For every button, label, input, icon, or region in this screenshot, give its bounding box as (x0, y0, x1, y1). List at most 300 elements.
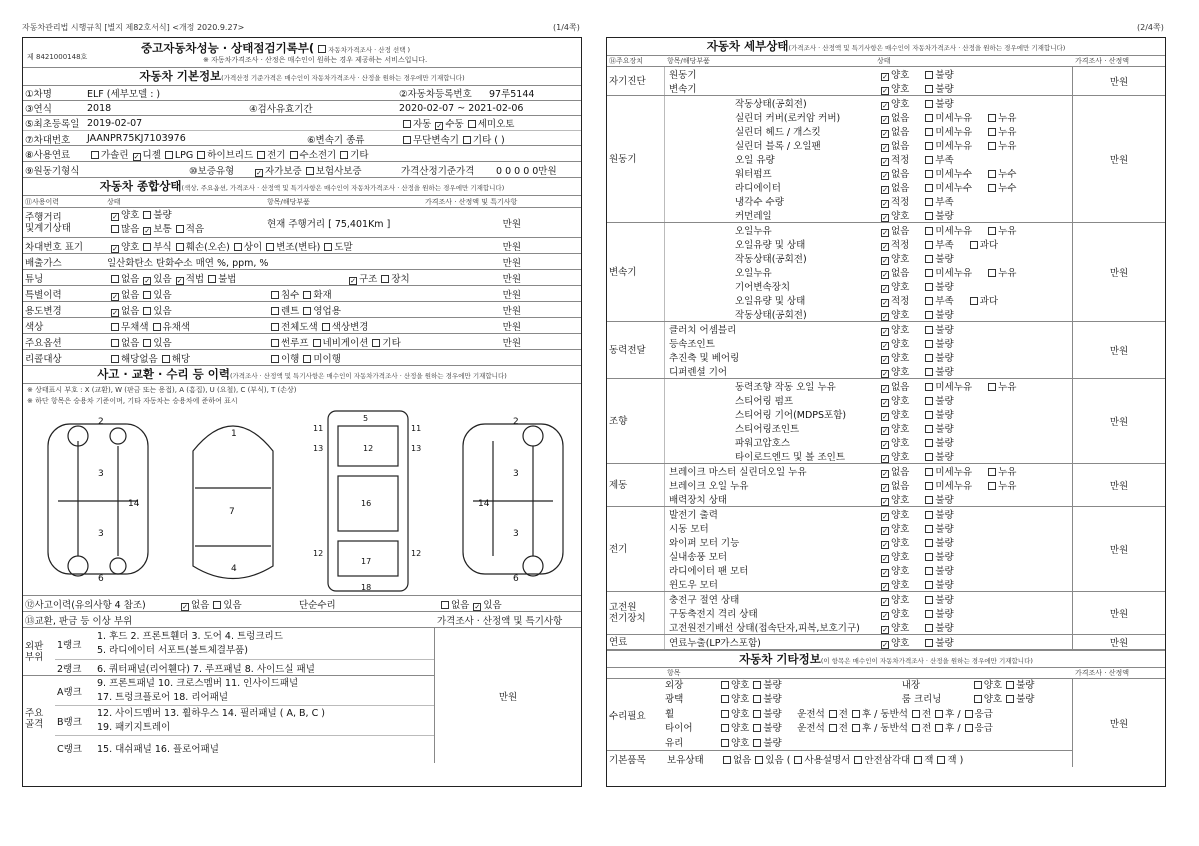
detail-item-label: 오일누유 (735, 268, 772, 279)
car-left-side (48, 417, 148, 584)
checkbox[interactable] (881, 257, 889, 265)
checkbox[interactable] (881, 441, 889, 449)
detail-row (665, 110, 1072, 124)
checkbox[interactable] (925, 567, 933, 575)
basic-row-2: ③연식 2018 ④검사유효기간 2020-02-07 ~ 2021-02-06 (23, 101, 581, 116)
detail-row (665, 549, 1072, 563)
checkbox[interactable] (881, 470, 889, 478)
detail-state (875, 435, 968, 449)
detail-row (665, 606, 1072, 620)
detail-row (665, 364, 1072, 378)
page-title: 중고자동차성능 · 상태점검기록부( 자동차가격조사 · 산정 선택 ) (141, 41, 411, 55)
detail-item-label: 파워고압호스 (735, 438, 791, 449)
svg-text:7: 7 (229, 507, 235, 517)
overall-row-recall: 리콜대상 해당없음 해당 이행 미이행 (23, 350, 581, 366)
car-top-view (193, 426, 273, 579)
detail-row (665, 464, 1072, 478)
detail-row (665, 96, 1072, 110)
detail-row (665, 435, 1072, 449)
detail-state (875, 521, 968, 535)
checkbox[interactable] (925, 439, 933, 447)
state-label: 없음 (891, 382, 910, 393)
svg-text:12: 12 (313, 549, 324, 558)
detail-row (665, 393, 1072, 407)
detail-state (875, 563, 968, 577)
detail-state (875, 166, 1030, 180)
checkbox[interactable] (970, 297, 978, 305)
detail-state (875, 478, 1030, 492)
svg-text:12: 12 (411, 549, 422, 558)
checkbox[interactable] (925, 100, 933, 108)
checkbox[interactable] (881, 271, 889, 279)
checkbox[interactable] (925, 241, 933, 249)
detail-row (665, 67, 1072, 81)
checkbox[interactable] (881, 583, 889, 591)
state-label: 양호 (891, 510, 910, 521)
state-label: 적정 (891, 240, 910, 251)
detail-item-label: 발전기 출력 (669, 510, 718, 521)
checkbox[interactable] (925, 496, 933, 504)
checkbox[interactable] (925, 482, 933, 490)
svg-text:14: 14 (128, 499, 140, 509)
section-basic-title: 자동차 기본정보(가격산정 기준가격은 매수인이 자동차가격조사 · 산정을 원하는 경우에만 기재합니다) (23, 68, 581, 86)
group-name: 전기 (607, 507, 665, 591)
state-label: 누유 (998, 141, 1017, 152)
checkbox[interactable] (881, 370, 889, 378)
detail-state (875, 449, 968, 463)
state-label: 양호 (891, 495, 910, 506)
basic-row-engine: ⑨원동기형식 ⑩보증유형 ✓ 자가보증 보험사보증 가격산정기준가격 0 0 0 0 0만원 (23, 162, 581, 178)
state-label: 누유 (998, 113, 1017, 124)
detail-state (875, 620, 968, 634)
checkbox[interactable] (988, 383, 996, 391)
detail-row (665, 492, 1072, 506)
state-label: 누유 (998, 226, 1017, 237)
detail-state (875, 152, 968, 166)
checkbox[interactable] (881, 612, 889, 620)
state-label: 양호 (891, 623, 910, 634)
checkbox[interactable] (881, 116, 889, 124)
detail-row (665, 152, 1072, 166)
checkbox[interactable] (881, 484, 889, 492)
detail-state (875, 407, 968, 421)
checkbox[interactable] (925, 368, 933, 376)
detail-row (665, 577, 1072, 591)
detail-row (665, 407, 1072, 421)
detail-item-label: 실린더 커버(로커암 커버) (735, 113, 841, 124)
state-label: 누유 (998, 481, 1017, 492)
checkbox[interactable] (881, 214, 889, 222)
overall-row-vin: 차대번호 표기 ✓ 양호 부식 훼손(오손) 상이 변조(변타) 도말 만원 (23, 238, 581, 254)
detail-item-label: 오일유량 및 상태 (735, 240, 806, 251)
detail-row (665, 279, 1072, 293)
state-label: 부족 (935, 197, 954, 208)
detail-group (607, 67, 1165, 96)
checkbox[interactable] (881, 385, 889, 393)
section-overall-title: 자동차 종합상태(색상, 주요옵션, 가격조사 · 산정액 및 특기사항은 매수인이 자동차가격조사 · 산정을 원하는 경우에만 기재합니다) (23, 178, 581, 196)
checkbox[interactable] (925, 596, 933, 604)
checkbox[interactable] (925, 85, 933, 93)
state-label: 양호 (891, 84, 910, 95)
detail-state (875, 606, 968, 620)
state-label: 양호 (891, 595, 910, 606)
checkbox[interactable] (925, 610, 933, 618)
checkbox[interactable] (881, 313, 889, 321)
state-label: 불량 (935, 211, 954, 222)
state-label: 미세누유 (935, 113, 973, 124)
checkbox[interactable] (881, 186, 889, 194)
state-label: 양호 (891, 552, 910, 563)
detail-row (665, 379, 1072, 393)
state-label: 불량 (935, 396, 954, 407)
checkbox[interactable] (881, 413, 889, 421)
detail-state (875, 124, 1030, 138)
detail-row (665, 322, 1072, 336)
state-label: 불량 (935, 638, 954, 649)
checkbox[interactable] (881, 158, 889, 166)
group-name: 변속기 (607, 223, 665, 321)
checkbox[interactable] (988, 482, 996, 490)
checkbox[interactable] (925, 425, 933, 433)
checkbox[interactable] (988, 184, 996, 192)
svg-text:2: 2 (513, 417, 519, 427)
state-label: 양호 (891, 99, 910, 110)
detail-item-label: 브레이크 마스터 실린더오일 누유 (669, 467, 807, 478)
checkbox[interactable] (925, 114, 933, 122)
detail-state (875, 379, 1030, 393)
state-label: 없음 (891, 169, 910, 180)
state-label: 불량 (935, 438, 954, 449)
detail-row (665, 180, 1072, 194)
checkbox[interactable] (881, 299, 889, 307)
checkbox[interactable] (881, 598, 889, 606)
state-label: 부족 (935, 155, 954, 166)
detail-state (875, 507, 968, 521)
checkbox[interactable] (881, 285, 889, 293)
legend-text-2: ※ 하단 항목은 승용차 기준이며, 기타 자동차는 승용차에 준하여 표시 (27, 397, 238, 405)
state-label: 적정 (891, 197, 910, 208)
checkbox[interactable] (881, 626, 889, 634)
detail-state (875, 251, 968, 265)
detail-item-label: 실린더 블록 / 오일팬 (735, 141, 821, 152)
state-label: 양호 (891, 424, 910, 435)
checkbox[interactable] (881, 427, 889, 435)
group-price: 만원 (1109, 155, 1129, 166)
detail-item-label: 실내송풍 모터 (669, 552, 728, 563)
detail-group (607, 592, 1165, 635)
checkbox[interactable] (881, 513, 889, 521)
checkbox[interactable] (925, 581, 933, 589)
state-label: 불량 (935, 353, 954, 364)
detail-item-label: 라디에이터 (735, 183, 781, 194)
basic-row-fuel: ⑧사용연료 가솔린✓ 디젤 LPG 하이브리드 전기 수소전기 기타 (23, 146, 581, 162)
detail-state (875, 110, 1030, 124)
checkbox[interactable] (925, 354, 933, 362)
state-label: 누수 (998, 169, 1017, 180)
overall-row-color: 색상 무채색 유채색 전체도색 색상변경 만원 (23, 318, 581, 334)
checkbox[interactable] (881, 130, 889, 138)
detail-item-label: 충전구 절연 상태 (669, 595, 740, 606)
state-label: 부족 (935, 296, 954, 307)
checkbox[interactable] (881, 102, 889, 110)
detail-state (875, 293, 1012, 307)
checkbox[interactable] (881, 498, 889, 506)
exchange-header-row: ⑬교환, 판금 등 이상 부위 가격조사 · 산정액 및 특기사항 (23, 612, 581, 628)
detail-item-label: 연료누출(LP가스포함) (669, 638, 761, 649)
state-label: 미세누유 (935, 481, 973, 492)
state-label: 없음 (891, 268, 910, 279)
detail-row (665, 138, 1072, 152)
detail-row (665, 208, 1072, 222)
detail-group (607, 96, 1165, 223)
checkbox[interactable] (925, 198, 933, 206)
checkbox[interactable] (881, 73, 889, 81)
group-name: 제동 (607, 464, 665, 506)
checkbox[interactable] (881, 641, 889, 649)
detail-state (875, 535, 968, 549)
svg-text:6: 6 (98, 574, 104, 584)
detail-item-label: 동력조향 작동 오일 누유 (735, 382, 836, 393)
checkbox[interactable] (925, 311, 933, 319)
state-label: 미세누유 (935, 226, 973, 237)
svg-text:3: 3 (98, 469, 104, 479)
detail-row (665, 350, 1072, 364)
checkbox[interactable] (988, 114, 996, 122)
detail-item-label: 작동상태(공회전) (735, 310, 807, 321)
state-label: 불량 (935, 99, 954, 110)
detail-row (665, 449, 1072, 463)
svg-text:16: 16 (361, 499, 372, 508)
checkbox[interactable] (881, 455, 889, 463)
checkbox[interactable] (925, 170, 933, 178)
detail-item-label: 배력장치 상태 (669, 495, 728, 506)
state-label: 불량 (935, 552, 954, 563)
overall-row-special: 특별이력 ✓ 없음 있음 침수 화재 만원 (23, 286, 581, 302)
state-label: 양호 (891, 70, 910, 81)
checkbox[interactable] (925, 553, 933, 561)
checkbox[interactable] (925, 383, 933, 391)
state-label: 양호 (891, 282, 910, 293)
state-label: 양호 (891, 580, 910, 591)
detail-state (875, 194, 968, 208)
state-label: 미세누유 (935, 382, 973, 393)
overall-row-options: 주요옵션 없음 있음 썬루프 네비게이션 기타 만원 (23, 334, 581, 350)
detail-state (875, 138, 1030, 152)
overall-row-tuning: 튜닝 없음✓ 있음✓ 적법 불법 ✓ 구조 장치 만원 (23, 270, 581, 286)
overall-header: ⑪사용이력 상태 항목/해당부품 가격조사 · 산정액 및 특기사항 (23, 196, 581, 208)
state-label: 양호 (891, 524, 910, 535)
svg-text:18: 18 (361, 583, 372, 592)
state-label: 미세누유 (935, 141, 973, 152)
checkbox[interactable] (925, 71, 933, 79)
state-label: 양호 (891, 310, 910, 321)
state-label: 누유 (998, 268, 1017, 279)
detail-item-label: 클러치 어셈블리 (669, 325, 737, 336)
checkbox[interactable] (988, 227, 996, 235)
checkbox[interactable] (925, 255, 933, 263)
detail-item-label: 오일누유 (735, 226, 772, 237)
detail-row (665, 223, 1072, 237)
checkbox[interactable] (881, 342, 889, 350)
checkbox[interactable] (925, 539, 933, 547)
checkbox[interactable] (925, 142, 933, 150)
group-price: 만원 (1109, 638, 1129, 649)
svg-text:3: 3 (513, 469, 519, 479)
detail-item-label: 스티어링 기어(MDPS포함) (735, 410, 847, 421)
checkbox[interactable] (988, 142, 996, 150)
svg-text:14: 14 (478, 499, 490, 509)
detail-row (665, 535, 1072, 549)
checkbox[interactable] (881, 555, 889, 563)
checkbox[interactable] (925, 397, 933, 405)
other-header: 항목 가격조사 · 산정액 (607, 668, 1165, 679)
doc-number: 제 8421000148호 (27, 53, 88, 61)
state-label: 불량 (935, 452, 954, 463)
group-price: 만원 (1109, 346, 1129, 357)
checkbox[interactable] (925, 227, 933, 235)
checkbox[interactable] (925, 453, 933, 461)
detail-state (875, 67, 968, 81)
checkbox[interactable] (925, 269, 933, 277)
checkbox[interactable] (988, 468, 996, 476)
detail-item-label: 스티어링 펌프 (735, 396, 794, 407)
checkbox[interactable] (881, 144, 889, 152)
checkbox[interactable] (925, 326, 933, 334)
detail-item-label: 스티어링조인트 (735, 424, 800, 435)
detail-state (875, 336, 968, 350)
state-label: 불량 (935, 510, 954, 521)
state-label: 누유 (998, 467, 1017, 478)
detail-row (665, 592, 1072, 606)
detail-group (607, 464, 1165, 507)
state-label: 미세누유 (935, 268, 973, 279)
checkbox[interactable] (925, 411, 933, 419)
checkbox[interactable] (925, 639, 933, 647)
checkbox[interactable] (881, 399, 889, 407)
detail-item-label: 구동축전지 격리 상태 (669, 609, 758, 620)
state-label: 양호 (891, 538, 910, 549)
checkbox[interactable] (925, 468, 933, 476)
checkbox[interactable] (925, 184, 933, 192)
checkbox[interactable] (881, 541, 889, 549)
state-label: 없음 (891, 127, 910, 138)
detail-state (875, 223, 1030, 237)
checkbox[interactable] (881, 356, 889, 364)
checkbox[interactable] (925, 340, 933, 348)
svg-text:13: 13 (313, 444, 324, 453)
checkbox[interactable] (881, 569, 889, 577)
checkbox[interactable] (925, 212, 933, 220)
group-name: 동력전달 (607, 322, 665, 378)
checkbox[interactable] (988, 128, 996, 136)
detail-item-label: 커먼레일 (735, 211, 772, 222)
detail-row (665, 620, 1072, 634)
checkbox[interactable] (988, 269, 996, 277)
right-page (606, 37, 1166, 787)
detail-row (665, 166, 1072, 180)
checkbox[interactable] (881, 200, 889, 208)
checkbox[interactable] (881, 87, 889, 95)
state-label: 불량 (935, 339, 954, 350)
state-label: 양호 (891, 353, 910, 364)
detail-row (665, 635, 1072, 649)
checkbox[interactable] (970, 241, 978, 249)
group-name: 고전원 전기장치 (607, 592, 665, 634)
state-label: 양호 (891, 339, 910, 350)
state-label: 양호 (891, 325, 910, 336)
detail-row (665, 563, 1072, 577)
state-label: 양호 (891, 452, 910, 463)
state-label: 불량 (935, 424, 954, 435)
detail-row (665, 421, 1072, 435)
detail-item-label: 원동기 (669, 70, 697, 81)
state-label: 불량 (935, 623, 954, 634)
checkbox[interactable] (925, 156, 933, 164)
group-name: 원동기 (607, 96, 665, 222)
checkbox[interactable] (925, 283, 933, 291)
car-frame-view (313, 411, 421, 592)
checkbox[interactable] (925, 297, 933, 305)
svg-text:11: 11 (411, 424, 422, 433)
section-other-title: 자동차 기타정보(이 항목은 매수인이 자동차가격조사 · 산정을 원하는 경우에만 기재합니다) (607, 650, 1165, 668)
exchange-table: 외판 부위 1랭크 1. 후드 2. 프론트휀더 3. 도어 4. 트렁크리드 5. 라디에이터 서포트(볼트체결부품) 2랭크 6. 쿼터패널(리어휀다) 7. 루프패널 8. 사이드실 패널 주요 골격 A랭크 9. 프론트패널 10. 크로스멤버 11. 인사이드패널 17. 트렁크플로어 18. 리어패널 B랭크 12. 사이드멤버 13. 휠하우스 14. 필러패널 ( A, B, C ) 19. 패키지트레이 C랭크 15. 대쉬패널 16. 플로어패널 만원 (23, 628, 581, 763)
detail-state (875, 279, 968, 293)
detail-state (875, 635, 968, 649)
car-diagram (23, 406, 581, 596)
detail-item-label: 브레이크 오일 누유 (669, 481, 749, 492)
detail-state (875, 81, 968, 95)
detail-state (875, 208, 968, 222)
checkbox[interactable] (881, 243, 889, 251)
detail-item-label: 디퍼렌셜 기어 (669, 367, 728, 378)
checkbox[interactable] (881, 328, 889, 336)
detail-state (875, 364, 968, 378)
state-label: 양호 (891, 638, 910, 649)
state-label: 누유 (998, 127, 1017, 138)
checkbox[interactable] (881, 527, 889, 535)
checkbox[interactable] (925, 624, 933, 632)
checkbox[interactable] (925, 525, 933, 533)
state-label: 없음 (891, 113, 910, 124)
detail-group (607, 322, 1165, 379)
state-label: 양호 (891, 609, 910, 620)
detail-row (665, 521, 1072, 535)
detail-item-label: 작동상태(공회전) (735, 99, 807, 110)
svg-text:3: 3 (513, 529, 519, 539)
detail-item-label: 라디에이터 팬 모터 (669, 566, 749, 577)
state-label: 양호 (891, 254, 910, 265)
svg-text:2: 2 (98, 417, 104, 427)
detail-item-label: 오일유량 및 상태 (735, 296, 806, 307)
checkbox[interactable] (925, 128, 933, 136)
page-number-right: (2/4쪽) (1137, 23, 1164, 32)
state-label: 불량 (935, 367, 954, 378)
state-label: 불량 (935, 254, 954, 265)
detail-group (607, 379, 1165, 464)
checkbox[interactable] (881, 172, 889, 180)
state-label: 양호 (891, 211, 910, 222)
detail-state (875, 421, 968, 435)
checkbox[interactable] (925, 511, 933, 519)
state-label: 양호 (891, 367, 910, 378)
legend-text: ※ 상태표시 부호 : X (교환), W (판금 또는 용접), A (흠집), U (요철), C (부식), T (손상) (27, 386, 297, 394)
page-number: (1/4쪽) (553, 23, 580, 32)
detail-group (607, 223, 1165, 322)
state-label: 불량 (935, 325, 954, 336)
checkbox[interactable] (988, 170, 996, 178)
checkbox[interactable] (881, 229, 889, 237)
detail-header: ⑭주요장치 항목/해당부품 상태 가격조사 · 산정액 (607, 56, 1165, 67)
